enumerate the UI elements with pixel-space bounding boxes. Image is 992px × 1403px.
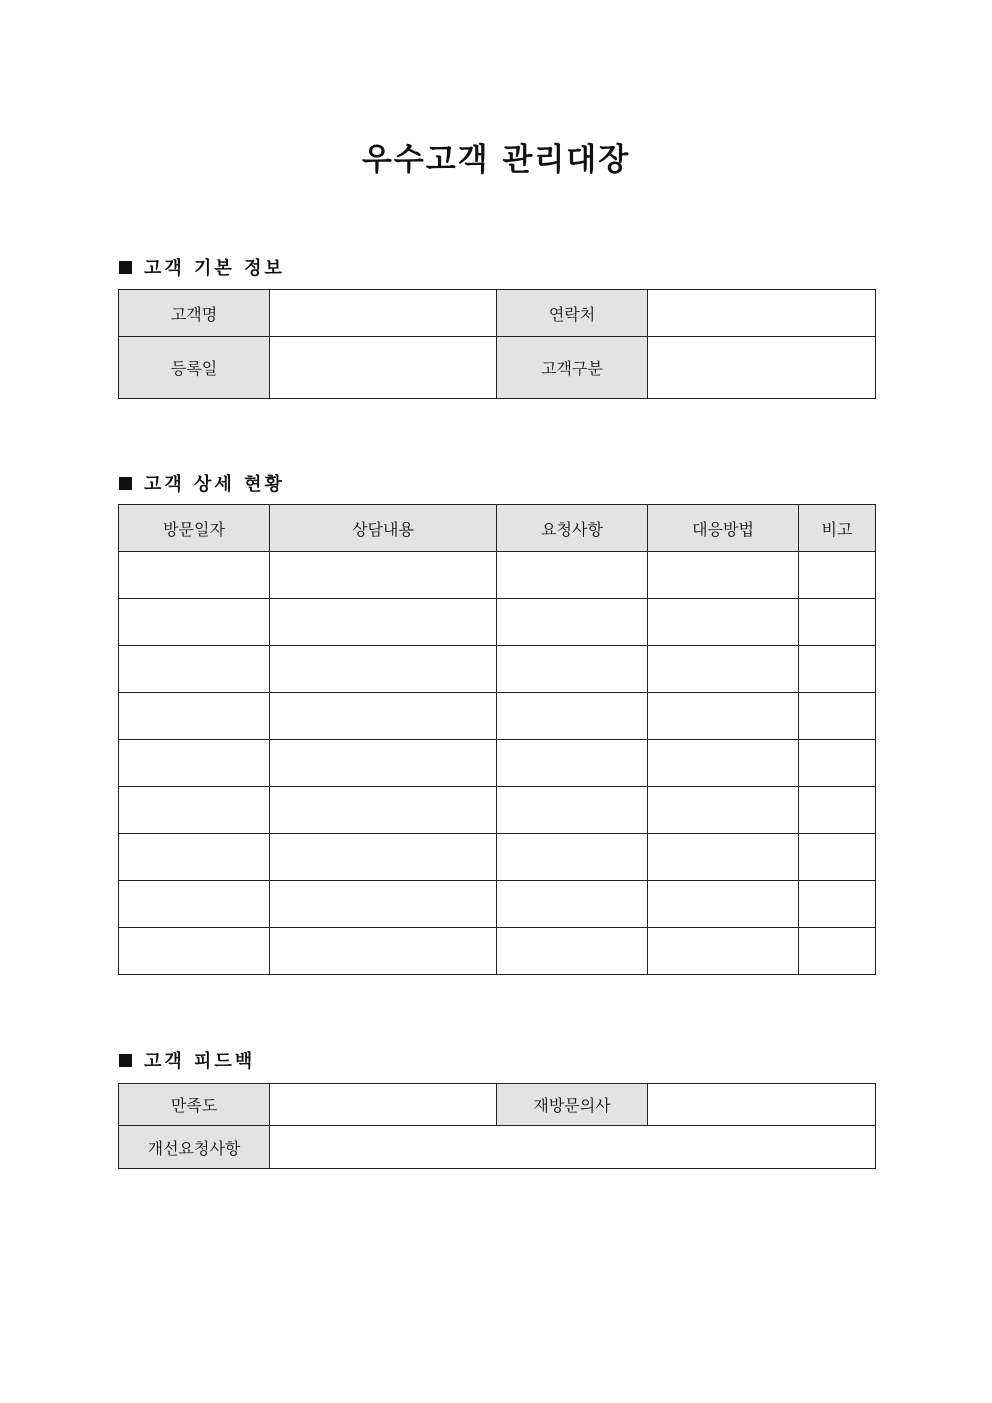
table-cell[interactable] [270,693,497,740]
table-row [119,1084,876,1126]
table-row [119,740,876,787]
section-heading-label: 고객 상세 현황 [144,474,285,495]
registration-date-field[interactable] [270,337,497,399]
table-row [119,646,876,693]
label-satisfaction: 만족도 [119,1084,270,1126]
revisit-intent-field[interactable] [648,1084,876,1126]
table-header-row [119,505,876,552]
table-cell[interactable] [648,740,799,787]
square-bullet-icon [119,261,132,274]
section-heading-label: 고객 기본 정보 [144,258,285,279]
table-cell[interactable] [270,552,497,599]
table-row [119,693,876,740]
label-contact: 연락처 [497,290,648,337]
table-cell[interactable] [497,740,648,787]
table-cell[interactable] [497,928,648,975]
section-heading-feedback [119,1047,255,1073]
table-row [119,834,876,881]
table-cell[interactable] [648,881,799,928]
column-header-requests: 요청사항 [497,505,648,552]
table-cell[interactable] [270,646,497,693]
table-cell[interactable] [648,646,799,693]
table-cell[interactable] [270,740,497,787]
table-cell[interactable] [119,928,270,975]
improvement-requests-field[interactable] [270,1126,876,1169]
table-cell[interactable] [497,599,648,646]
satisfaction-field[interactable] [270,1084,497,1126]
square-bullet-icon [119,1054,132,1067]
table-cell[interactable] [799,693,876,740]
table-row [119,552,876,599]
table-cell[interactable] [799,881,876,928]
column-header-response: 대응방법 [648,505,799,552]
table-cell[interactable] [497,834,648,881]
table-cell[interactable] [119,599,270,646]
customer-name-field[interactable] [270,290,497,337]
table-row [119,599,876,646]
label-registration-date: 등록일 [119,337,270,399]
column-header-notes: 비고 [799,505,876,552]
table-cell[interactable] [648,928,799,975]
table-cell[interactable] [648,599,799,646]
table-cell[interactable] [119,740,270,787]
table-row [119,881,876,928]
column-header-visit-date: 방문일자 [119,505,270,552]
table-cell[interactable] [648,834,799,881]
column-header-consultation: 상담내용 [270,505,497,552]
table-cell[interactable] [799,552,876,599]
table-cell[interactable] [799,834,876,881]
section-heading-detail [119,470,285,496]
label-customer-name: 고객명 [119,290,270,337]
table-row [119,290,876,337]
table-cell[interactable] [270,834,497,881]
customer-type-field[interactable] [648,337,876,399]
table-cell[interactable] [648,787,799,834]
table-cell[interactable] [799,646,876,693]
table-cell[interactable] [270,787,497,834]
detail-status-table [118,504,876,975]
table-cell[interactable] [799,740,876,787]
table-cell[interactable] [497,787,648,834]
square-bullet-icon [119,477,132,490]
table-cell[interactable] [497,646,648,693]
label-customer-type: 고객구분 [497,337,648,399]
table-cell[interactable] [497,552,648,599]
basic-info-table [118,289,876,399]
section-heading-basic [119,254,285,280]
table-cell[interactable] [270,881,497,928]
table-cell[interactable] [648,693,799,740]
table-cell[interactable] [119,881,270,928]
label-improvement-requests: 개선요청사항 [119,1126,270,1169]
table-row [119,1126,876,1169]
contact-field[interactable] [648,290,876,337]
table-row [119,787,876,834]
feedback-table [118,1083,876,1169]
label-revisit-intent: 재방문의사 [497,1084,648,1126]
table-cell[interactable] [497,693,648,740]
table-cell[interactable] [497,881,648,928]
table-row [119,928,876,975]
table-cell[interactable] [270,928,497,975]
table-cell[interactable] [119,646,270,693]
table-cell[interactable] [119,693,270,740]
table-cell[interactable] [799,928,876,975]
table-cell[interactable] [799,599,876,646]
table-row [119,337,876,399]
table-cell[interactable] [648,552,799,599]
table-cell[interactable] [119,787,270,834]
document-title: 우수고객 관리대장 [361,142,631,178]
table-cell[interactable] [799,787,876,834]
section-heading-label: 고객 피드백 [144,1051,256,1072]
table-cell[interactable] [270,599,497,646]
table-cell[interactable] [119,552,270,599]
table-cell[interactable] [119,834,270,881]
